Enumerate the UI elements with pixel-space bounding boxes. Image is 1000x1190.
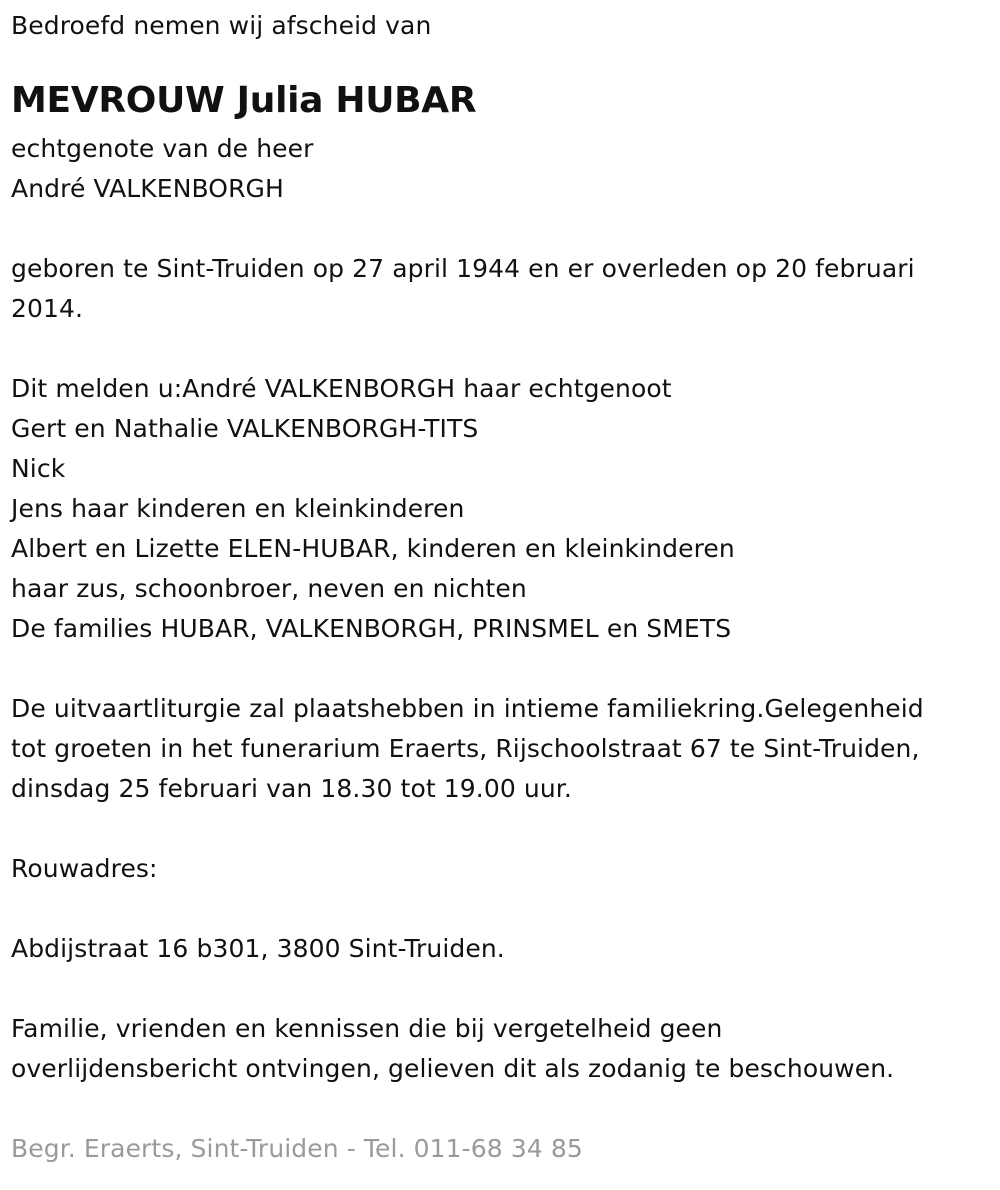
funeral-line: dinsdag 25 februari van 18.30 tot 19.00 uur. xyxy=(11,774,572,803)
funeral-line: De uitvaartliturgie zal plaatshebben in intieme familiekring.Gelegenheid xyxy=(11,694,924,723)
family-line: Jens haar kinderen en kleinkinderen xyxy=(11,494,465,523)
spacer xyxy=(11,969,991,1009)
family-line: De families HUBAR, VALKENBORGH, PRINSMEL en SMETS xyxy=(11,614,732,643)
spacer xyxy=(11,809,991,849)
birth-death-line-1: geboren te Sint-Truiden op 27 april 1944 en er overleden op 20 februari xyxy=(11,254,915,283)
deceased-name: MEVROUW Julia HUBAR xyxy=(11,80,477,121)
family-line: Albert en Lizette ELEN-HUBAR, kinderen en kleinkinderen xyxy=(11,534,735,563)
undertaker-footer: Begr. Eraerts, Sint-Truiden - Tel. 011-68 34 85 xyxy=(11,1134,583,1163)
spouse-line-1: echtgenote van de heer xyxy=(11,134,314,163)
funeral-line: tot groeten in het funerarium Eraerts, Rijschoolstraat 67 te Sint-Truiden, xyxy=(11,734,920,763)
funeral-info xyxy=(11,689,991,809)
family-line: Gert en Nathalie VALKENBORGH-TITS xyxy=(11,414,479,443)
spacer xyxy=(11,889,991,929)
spacer xyxy=(11,209,991,249)
notice-text xyxy=(11,1009,991,1089)
notice-line: overlijdensbericht ontvingen, gelieven dit als zodanig te beschouwen. xyxy=(11,1054,895,1083)
spacer xyxy=(11,329,991,369)
family-line: Nick xyxy=(11,454,66,483)
notice-line: Familie, vrienden en kennissen die bij vergetelheid geen xyxy=(11,1014,723,1043)
obituary-notice xyxy=(11,0,991,1169)
spouse-line-2: André VALKENBORGH xyxy=(11,174,284,203)
spacer xyxy=(11,1089,991,1129)
birth-death-line-2: 2014. xyxy=(11,294,84,323)
family-list xyxy=(11,369,991,649)
intro-text: Bedroefd nemen wij afscheid van xyxy=(11,11,432,40)
address-label: Rouwadres: xyxy=(11,854,158,883)
mourning-address: Abdijstraat 16 b301, 3800 Sint-Truiden. xyxy=(11,934,505,963)
family-line: Dit melden u:André VALKENBORGH haar echtgenoot xyxy=(11,374,672,403)
family-line: haar zus, schoonbroer, neven en nichten xyxy=(11,574,527,603)
spacer xyxy=(11,649,991,689)
